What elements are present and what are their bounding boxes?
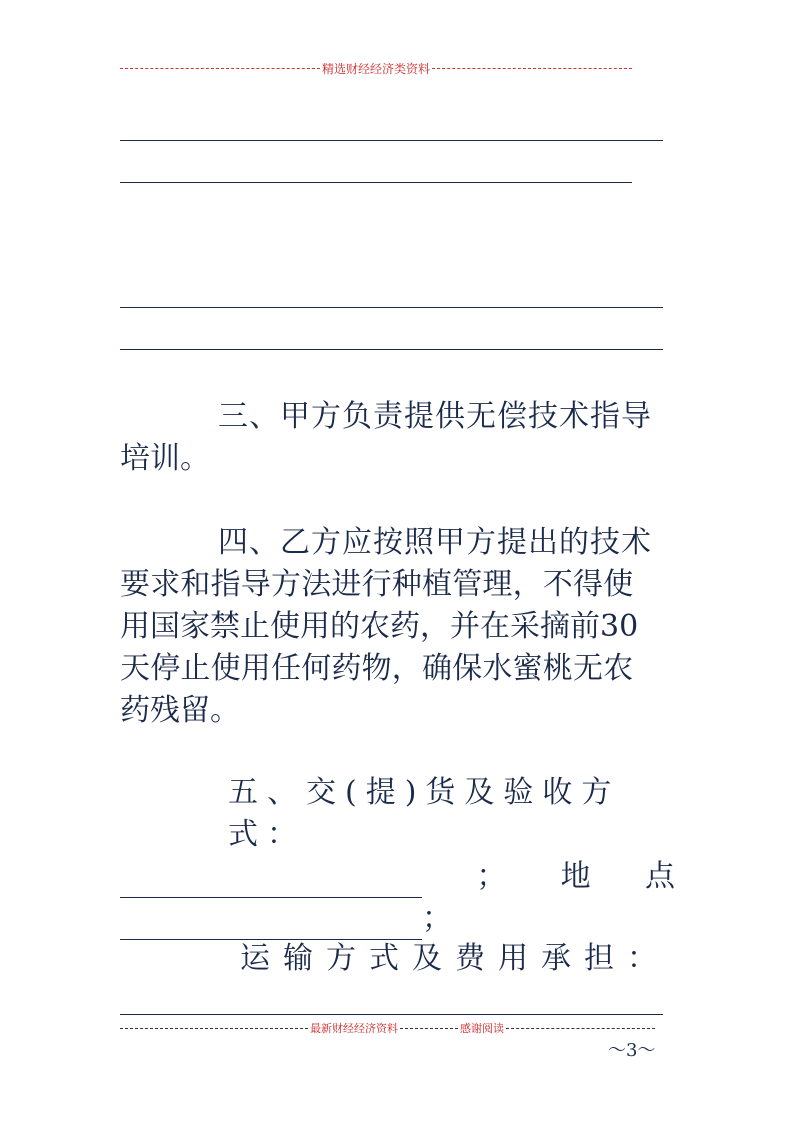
section-four-line-5: 药残留。 (120, 693, 240, 728)
section-four (120, 522, 675, 732)
transport-section (120, 938, 675, 980)
footer-dash-2 (400, 1028, 458, 1029)
blank-line-4 (120, 349, 663, 350)
section-four-line-1: 四、乙方应按照甲方提出的技术 (218, 525, 652, 560)
place-label-char-1: 地 (560, 859, 591, 894)
place-label-char-2: 点 (644, 859, 675, 894)
footer-dash-3 (506, 1028, 655, 1029)
header-dash-right (432, 68, 632, 69)
header-dash-left (120, 68, 320, 69)
page-footer (120, 1020, 655, 1036)
blank-line-3 (120, 307, 663, 308)
section-four-line-4: 天停止使用任何药物，确保水蜜桃无农 (120, 651, 634, 686)
page-number: ～3～ (608, 1040, 656, 1061)
transport-blank-line (120, 1014, 663, 1015)
semicolon-1: ； (476, 859, 507, 894)
page-header (120, 60, 632, 76)
section-three-line-2: 培训。 (120, 441, 210, 476)
section-five-line-2 (120, 856, 675, 898)
section-four-line-2: 要求和指导方法进行种植管理，不得使 (120, 567, 634, 602)
footer-dash-1 (120, 1028, 308, 1029)
semicolon-2: ； (422, 901, 452, 936)
footer-right-label: 感谢阅读 (460, 1022, 504, 1035)
header-label: 精选财经经济类资料 (322, 61, 431, 76)
section-three-line-1: 三、甲方负责提供无偿技术指导 (218, 399, 652, 434)
section-five-line-3 (120, 898, 675, 940)
transport-label: 运输方式及费用承担： (240, 941, 670, 976)
delivery-time-blank[interactable] (120, 873, 422, 898)
blank-line-2 (120, 182, 632, 183)
section-four-line-3: 用国家禁止使用的农药，并在采摘前30 (120, 609, 639, 644)
delivery-place-blank[interactable] (120, 915, 422, 940)
section-three (120, 396, 675, 480)
blank-line-1 (120, 140, 663, 141)
section-five (120, 772, 675, 940)
section-five-line-1: 五、交(提)货及验收方式： (228, 775, 621, 852)
footer-left-label: 最新财经经济资料 (310, 1022, 398, 1035)
